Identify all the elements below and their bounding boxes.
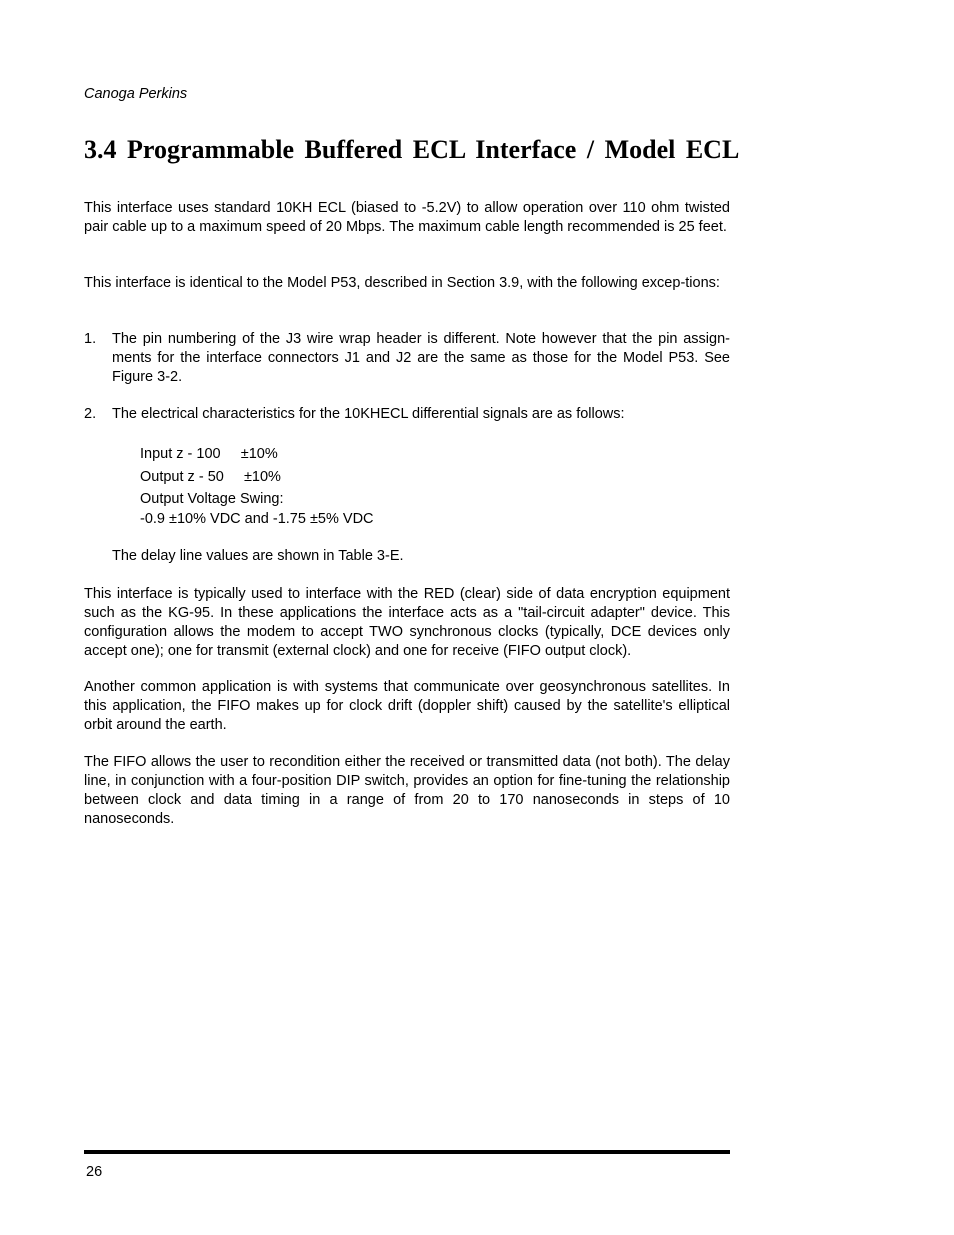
paragraph-satellites: Another common application is with systems that communicate over geosynchronous satellites. In this application, the FIFO makes up for clock drift (doppler shift) caused by the satellite's elliptical orbit around the earth. (84, 679, 730, 733)
paragraph-applications: This interface is typically used to interface with the RED (clear) side of data encryption equipment such as the KG-95. In these applications the interface acts as a "tail-circuit adapter" device. This configuration allows the modem to accept TWO synchronous clocks (typically, DCE devices only accept one); one for transmit (external clock) and one for receive (FIFO output clock). (84, 586, 730, 659)
section-title: 3.4 Programmable Buffered ECL Interface / Model ECL (84, 135, 740, 164)
list-number: 2. (84, 406, 97, 422)
list-number: 1. (84, 331, 97, 347)
spec-swing-value: -0.9 ±10% VDC and -1.75 ±5% VDC (140, 511, 374, 527)
list-item-2 (84, 405, 730, 425)
paragraph-exceptions: This interface is identical to the Model P53, described in Section 3.9, with the following excep-tions: (84, 275, 720, 291)
running-header: Canoga Perkins (84, 86, 188, 102)
paragraph-fifo: The FIFO allows the user to recondition either the received or transmitted data (not both). The delay line, in conjunction with a four-position DIP switch, provides an option for fine-tuning the relationship between clock and data timing in a range of from 20 to 170 nanoseconds in steps of 10 nanoseconds. (84, 754, 730, 827)
list-text: The electrical characteristics for the 10KHECL differential signals are as follows: (112, 406, 625, 422)
spec-swing-label: Output Voltage Swing: (140, 491, 284, 507)
list-item-1 (84, 330, 730, 390)
paragraph-intro: This interface uses standard 10KH ECL (biased to -5.2V) to allow operation over 110 ohm twisted pair cable up to a maximum speed of 20 Mbps. The maximum cable length recommended is 25 feet. (84, 200, 730, 235)
footer-rule (84, 1150, 730, 1154)
delay-note: The delay line values are shown in Table 3-E. (112, 548, 404, 564)
spec-input-impedance: Input z - 100 ±10% (140, 446, 278, 462)
spec-output-impedance: Output z - 50 ±10% (140, 469, 281, 485)
list-text: The pin numbering of the J3 wire wrap header is different. Note however that the pin assign-ments for the interface connectors J1 and J2 are the same as those for the Model P53. See Figure 3-2. (112, 331, 730, 385)
page-number: 26 (86, 1164, 103, 1180)
